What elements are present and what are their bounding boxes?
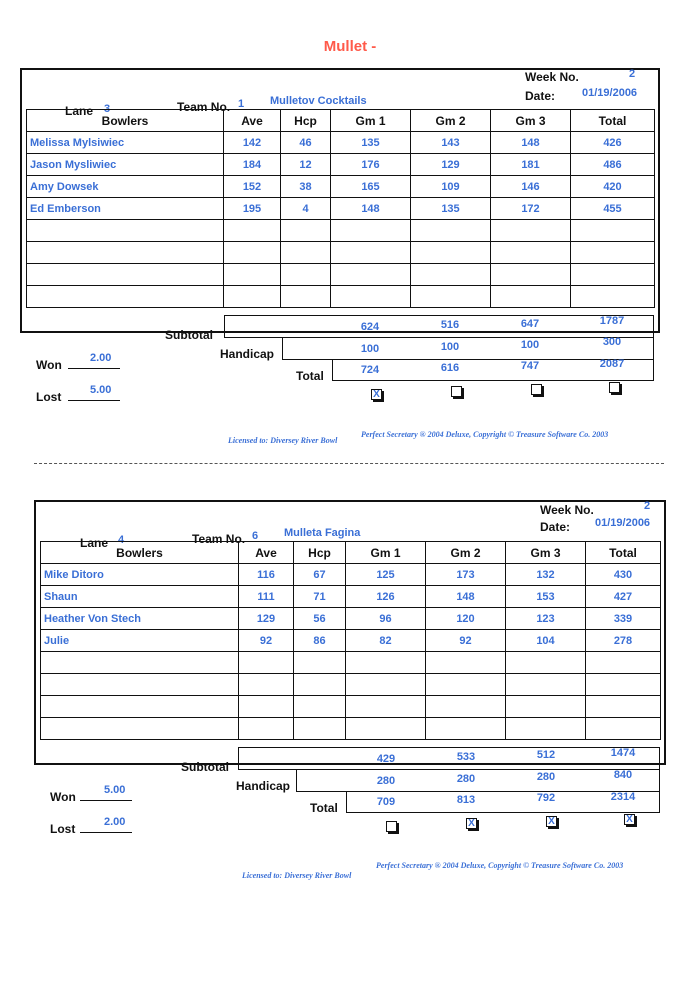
bowler-gm3: 148 bbox=[491, 132, 571, 154]
handicap-gm1: 100 bbox=[360, 343, 380, 355]
bowler-gm1 bbox=[346, 652, 426, 674]
bowler-total: 455 bbox=[571, 198, 655, 220]
bowler-gm2 bbox=[411, 286, 491, 308]
lane-label: Lane bbox=[65, 104, 94, 118]
lost-value: 2.00 bbox=[104, 816, 126, 828]
week-no-label: Week No. bbox=[525, 70, 579, 84]
table-row bbox=[27, 264, 655, 286]
bowler-hcp bbox=[281, 220, 331, 242]
handicap-gm2: 280 bbox=[456, 773, 476, 785]
bowler-gm1 bbox=[346, 674, 426, 696]
bowler-total: 339 bbox=[586, 608, 661, 630]
bowler-name bbox=[41, 718, 239, 740]
handicap-total: 300 bbox=[602, 336, 622, 348]
gm1-header: Gm 1 bbox=[331, 110, 411, 132]
gm3-header: Gm 3 bbox=[506, 542, 586, 564]
team-no-value: 1 bbox=[238, 98, 245, 110]
bowler-gm1: 148 bbox=[331, 198, 411, 220]
hcp-header: Hcp bbox=[294, 542, 346, 564]
won-label: Won bbox=[36, 358, 62, 372]
total-header: Total bbox=[571, 110, 655, 132]
bowler-gm1 bbox=[331, 242, 411, 264]
bowler-total bbox=[571, 286, 655, 308]
bowler-ave: 152 bbox=[224, 176, 281, 198]
bowler-hcp bbox=[281, 286, 331, 308]
bowler-ave: 129 bbox=[239, 608, 294, 630]
bowler-table bbox=[26, 109, 655, 308]
table-row bbox=[27, 198, 655, 220]
bowler-gm1: 176 bbox=[331, 154, 411, 176]
bowler-total: 278 bbox=[586, 630, 661, 652]
week-no-value: 2 bbox=[629, 68, 636, 80]
bowler-gm3: 146 bbox=[491, 176, 571, 198]
bowler-gm3 bbox=[491, 220, 571, 242]
handicap-total: 840 bbox=[613, 769, 633, 781]
bowler-gm2 bbox=[426, 696, 506, 718]
won-label: Won bbox=[50, 790, 76, 804]
hcp-header: Hcp bbox=[281, 110, 331, 132]
bowler-gm3 bbox=[506, 718, 586, 740]
table-row bbox=[41, 630, 661, 652]
week-no-label: Week No. bbox=[540, 503, 594, 517]
bowler-name bbox=[27, 264, 224, 286]
subtotal-gm3: 512 bbox=[536, 749, 556, 761]
subtotal-gm3: 647 bbox=[520, 318, 540, 330]
grand-total-gm1: 709 bbox=[376, 796, 396, 808]
grand-total-gm3: 747 bbox=[520, 360, 540, 372]
handicap-label: Handicap bbox=[220, 347, 275, 361]
table-row bbox=[41, 718, 661, 740]
total-row-label: Total bbox=[310, 801, 338, 815]
bowler-gm3 bbox=[491, 264, 571, 286]
date-label: Date: bbox=[525, 89, 556, 103]
checkbox-gm3[interactable]: X bbox=[546, 816, 557, 827]
bowler-gm2 bbox=[426, 718, 506, 740]
grand-total-total: 2087 bbox=[599, 358, 625, 370]
bowler-ave bbox=[224, 286, 281, 308]
bowler-ave: 142 bbox=[224, 132, 281, 154]
bowler-ave: 92 bbox=[239, 630, 294, 652]
bowler-gm2: 148 bbox=[426, 586, 506, 608]
team-no-value: 6 bbox=[252, 530, 259, 542]
bowler-ave: 111 bbox=[239, 586, 294, 608]
checkbox-gm1[interactable] bbox=[386, 821, 397, 832]
bowler-ave bbox=[224, 220, 281, 242]
ave-header: Ave bbox=[224, 110, 281, 132]
bowler-name: Shaun bbox=[41, 586, 239, 608]
header-row bbox=[27, 110, 655, 132]
bowler-gm3: 153 bbox=[506, 586, 586, 608]
date-value: 01/19/2006 bbox=[582, 87, 638, 99]
bowler-gm1: 82 bbox=[346, 630, 426, 652]
bowler-gm3 bbox=[506, 696, 586, 718]
table-row bbox=[27, 132, 655, 154]
subtotal-gm1: 624 bbox=[360, 321, 380, 333]
bowler-gm3: 104 bbox=[506, 630, 586, 652]
checkbox-gm3[interactable] bbox=[531, 384, 542, 395]
score-sheet-1 bbox=[20, 62, 660, 452]
bowler-name bbox=[41, 696, 239, 718]
bowler-ave bbox=[239, 718, 294, 740]
lane-label: Lane bbox=[80, 536, 109, 550]
header-row bbox=[41, 542, 661, 564]
bowler-gm3: 172 bbox=[491, 198, 571, 220]
team-no-label: Team No. bbox=[177, 100, 231, 114]
bowler-name: Ed Emberson bbox=[27, 198, 224, 220]
bowler-name: Julie bbox=[41, 630, 239, 652]
table-row bbox=[27, 286, 655, 308]
grand-total-gm3: 792 bbox=[536, 792, 556, 804]
bowler-gm1 bbox=[331, 220, 411, 242]
bowler-hcp: 86 bbox=[294, 630, 346, 652]
bowler-gm1: 135 bbox=[331, 132, 411, 154]
bowler-name: Melissa Mylsiwiec bbox=[27, 132, 224, 154]
ave-header: Ave bbox=[239, 542, 294, 564]
bowler-total bbox=[571, 220, 655, 242]
bowler-ave bbox=[224, 264, 281, 286]
bowler-hcp: 71 bbox=[294, 586, 346, 608]
bowler-gm3: 181 bbox=[491, 154, 571, 176]
bowler-gm3 bbox=[491, 242, 571, 264]
bowler-gm2: 173 bbox=[426, 564, 506, 586]
bowler-gm3: 123 bbox=[506, 608, 586, 630]
bowler-hcp: 4 bbox=[281, 198, 331, 220]
copyright-text: Perfect Secretary ® 2004 Deluxe, Copyright © Treasure Software Co. 2003 bbox=[361, 430, 609, 439]
subtotal-label: Subtotal bbox=[165, 328, 213, 342]
bowler-name bbox=[41, 652, 239, 674]
bowler-gm1 bbox=[346, 696, 426, 718]
license-text: Licensed to: Diversey River Bowl bbox=[228, 436, 338, 445]
bowler-gm1: 96 bbox=[346, 608, 426, 630]
bowler-ave: 184 bbox=[224, 154, 281, 176]
lost-label: Lost bbox=[36, 390, 62, 404]
team-no-label: Team No. bbox=[192, 532, 246, 546]
bowler-gm1: 165 bbox=[331, 176, 411, 198]
bowler-hcp bbox=[294, 652, 346, 674]
bowler-hcp: 67 bbox=[294, 564, 346, 586]
lost-line bbox=[80, 832, 132, 833]
handicap-gm3: 280 bbox=[536, 771, 556, 783]
table-row bbox=[41, 652, 661, 674]
grand-total-total: 2314 bbox=[610, 791, 636, 803]
handicap-label: Handicap bbox=[236, 779, 291, 793]
bowler-ave bbox=[224, 242, 281, 264]
bowler-total bbox=[571, 264, 655, 286]
bowler-hcp bbox=[281, 242, 331, 264]
bowler-gm2 bbox=[426, 674, 506, 696]
gm1-header: Gm 1 bbox=[346, 542, 426, 564]
table-row bbox=[27, 242, 655, 264]
bowler-total bbox=[586, 718, 661, 740]
bowler-hcp: 38 bbox=[281, 176, 331, 198]
bowler-gm2: 109 bbox=[411, 176, 491, 198]
table-row bbox=[41, 564, 661, 586]
bowler-ave: 195 bbox=[224, 198, 281, 220]
bowler-gm3 bbox=[491, 286, 571, 308]
bowler-name: Jason Mysliwiec bbox=[27, 154, 224, 176]
bowler-gm1 bbox=[331, 286, 411, 308]
subtotal-total: 1787 bbox=[599, 315, 625, 327]
lost-line bbox=[68, 400, 120, 401]
bowler-total bbox=[586, 696, 661, 718]
handicap-gm2: 100 bbox=[440, 341, 460, 353]
handicap-gm3: 100 bbox=[520, 339, 540, 351]
license-text: Licensed to: Diversey River Bowl bbox=[242, 871, 352, 880]
bowlers-header: Bowlers bbox=[27, 110, 224, 132]
bowler-name: Amy Dowsek bbox=[27, 176, 224, 198]
bowler-gm1 bbox=[331, 264, 411, 286]
bowler-gm2 bbox=[411, 220, 491, 242]
subtotal-gm2: 533 bbox=[456, 751, 476, 763]
bowler-total bbox=[586, 674, 661, 696]
bowler-ave: 116 bbox=[239, 564, 294, 586]
team-name: Mulleta Fagina bbox=[284, 527, 361, 539]
copyright-text: Perfect Secretary ® 2004 Deluxe, Copyright © Treasure Software Co. 2003 bbox=[376, 861, 624, 870]
bowler-hcp bbox=[294, 674, 346, 696]
bowler-gm2: 143 bbox=[411, 132, 491, 154]
subtotal-label: Subtotal bbox=[181, 760, 229, 774]
gm2-header: Gm 2 bbox=[411, 110, 491, 132]
bowler-hcp: 46 bbox=[281, 132, 331, 154]
score-sheet-2 bbox=[34, 494, 666, 884]
bowler-gm1 bbox=[346, 718, 426, 740]
bowler-gm3 bbox=[506, 652, 586, 674]
bowler-total bbox=[571, 242, 655, 264]
checkbox-total[interactable]: X bbox=[624, 814, 635, 825]
grand-total-gm2: 813 bbox=[456, 794, 476, 806]
bowler-hcp: 56 bbox=[294, 608, 346, 630]
date-label: Date: bbox=[540, 520, 571, 534]
bowler-total bbox=[586, 652, 661, 674]
bowler-gm3 bbox=[506, 674, 586, 696]
lost-value: 5.00 bbox=[90, 384, 112, 396]
table-row bbox=[41, 696, 661, 718]
bowler-hcp bbox=[281, 264, 331, 286]
total-row-label: Total bbox=[296, 369, 324, 383]
checkbox-gm2[interactable]: X bbox=[466, 818, 477, 829]
won-value: 5.00 bbox=[104, 784, 126, 796]
bowler-ave bbox=[239, 674, 294, 696]
bowler-gm2 bbox=[411, 242, 491, 264]
bowler-total: 420 bbox=[571, 176, 655, 198]
subtotal-gm1: 429 bbox=[376, 753, 396, 765]
checkbox-total[interactable] bbox=[609, 382, 620, 393]
bowlers-header: Bowlers bbox=[41, 542, 239, 564]
page-title: Mullet - bbox=[323, 38, 377, 55]
table-row bbox=[41, 586, 661, 608]
bowler-hcp: 12 bbox=[281, 154, 331, 176]
table-row bbox=[27, 220, 655, 242]
bowler-total: 427 bbox=[586, 586, 661, 608]
bowler-table bbox=[40, 541, 661, 740]
checkbox-gm1[interactable]: X bbox=[371, 389, 382, 400]
bowler-total: 426 bbox=[571, 132, 655, 154]
total-header: Total bbox=[586, 542, 661, 564]
table-row bbox=[27, 154, 655, 176]
bowler-name bbox=[41, 674, 239, 696]
bowler-gm2: 120 bbox=[426, 608, 506, 630]
bowler-total: 430 bbox=[586, 564, 661, 586]
gm2-header: Gm 2 bbox=[426, 542, 506, 564]
team-name: Mulletov Cocktails bbox=[270, 95, 367, 107]
bowler-gm3: 132 bbox=[506, 564, 586, 586]
bowler-name bbox=[27, 220, 224, 242]
lane-value: 4 bbox=[118, 534, 125, 546]
bowler-gm2: 129 bbox=[411, 154, 491, 176]
bowler-hcp bbox=[294, 696, 346, 718]
bowler-name: Mike Ditoro bbox=[41, 564, 239, 586]
bowler-gm1: 126 bbox=[346, 586, 426, 608]
table-row bbox=[41, 608, 661, 630]
bowler-name bbox=[27, 242, 224, 264]
bowler-gm2 bbox=[426, 652, 506, 674]
cut-line-divider bbox=[34, 463, 664, 464]
won-line bbox=[80, 800, 132, 801]
subtotal-total: 1474 bbox=[610, 747, 636, 759]
bowler-total: 486 bbox=[571, 154, 655, 176]
bowler-gm2: 135 bbox=[411, 198, 491, 220]
lost-label: Lost bbox=[50, 822, 76, 836]
won-value: 2.00 bbox=[90, 352, 112, 364]
bowler-gm2 bbox=[411, 264, 491, 286]
bowler-ave bbox=[239, 652, 294, 674]
checkbox-gm2[interactable] bbox=[451, 386, 462, 397]
bowler-gm1: 125 bbox=[346, 564, 426, 586]
gm3-header: Gm 3 bbox=[491, 110, 571, 132]
lane-value: 3 bbox=[104, 103, 111, 115]
subtotal-gm2: 516 bbox=[440, 319, 460, 331]
grand-total-gm1: 724 bbox=[360, 364, 380, 376]
grand-total-gm2: 616 bbox=[440, 362, 460, 374]
bowler-ave bbox=[239, 696, 294, 718]
table-row bbox=[41, 674, 661, 696]
date-value: 01/19/2006 bbox=[595, 517, 651, 529]
bowler-name: Heather Von Stech bbox=[41, 608, 239, 630]
bowler-gm2: 92 bbox=[426, 630, 506, 652]
table-row bbox=[27, 176, 655, 198]
bowler-hcp bbox=[294, 718, 346, 740]
week-no-value: 2 bbox=[644, 500, 651, 512]
handicap-gm1: 280 bbox=[376, 775, 396, 787]
bowler-name bbox=[27, 286, 224, 308]
won-line bbox=[68, 368, 120, 369]
